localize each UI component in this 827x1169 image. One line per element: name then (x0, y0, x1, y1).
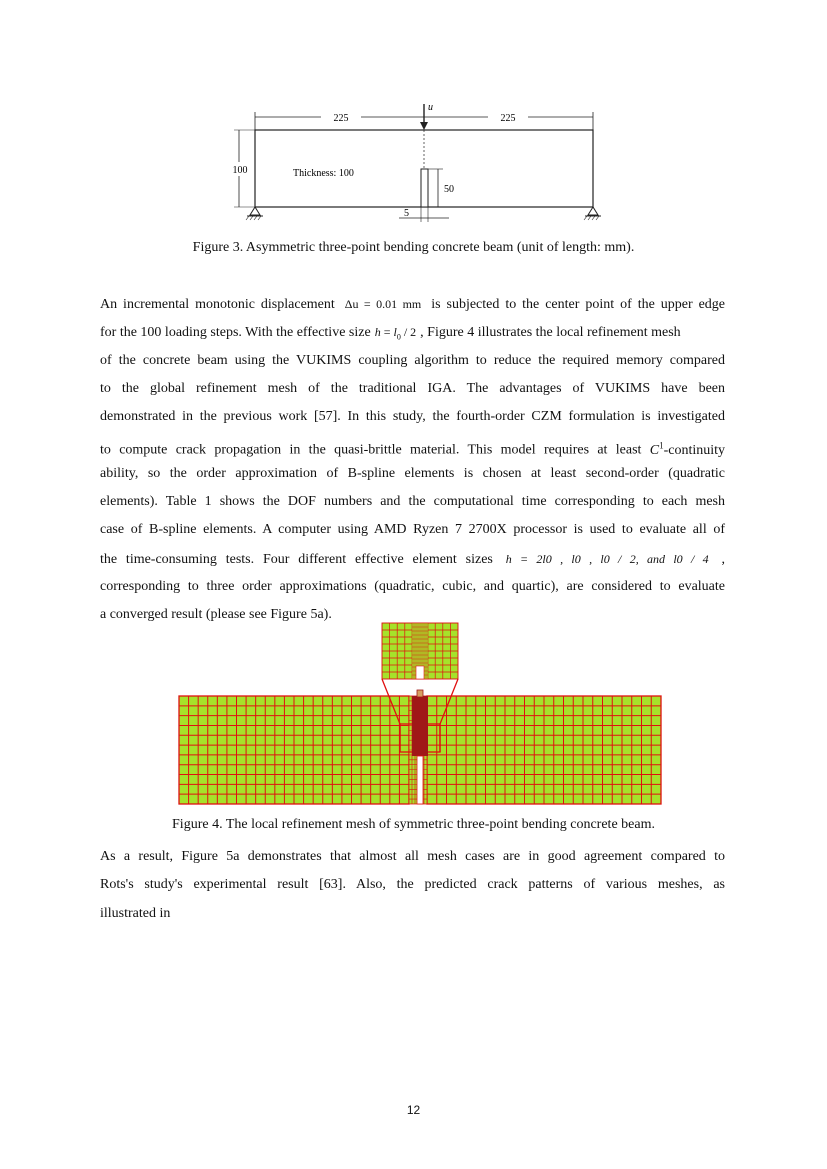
para1-line-11: corresponding to three order approximations (quadratic, cubic, and quartic), are considered to evaluate (100, 578, 725, 594)
zoom-inset-mesh (382, 623, 458, 679)
dim-left-225: 225 (333, 113, 349, 124)
notch (421, 169, 428, 207)
para1-line-2: for the 100 loading steps. With the effective size $h = l_0 / 2$ , Figure 4 illustrates the local refinement mesh (100, 325, 681, 342)
para1-line-8: elements). Table 1 shows the DOF numbers and the computational time corresponding to each mesh (100, 494, 725, 510)
para1-line-1: An incremental monotonic displacement Δu = 0.01 mm is subjected to the center point of the upper edge (100, 297, 726, 312)
para2-line-1: As a result, Figure 5a demonstrates that almost all mesh cases are in good agreement compared to (100, 849, 725, 864)
equation-h-size: $h = l_0 / 2$ (374, 325, 417, 342)
dim-height-100: 100 (232, 165, 248, 176)
thickness-label: Thickness: 100 (293, 168, 354, 179)
para1-line-5: demonstrated in the previous work [57]. In this study, the fourth-order CZM formulation is investigated (100, 409, 725, 425)
dim-right-225: 225 (500, 113, 516, 124)
paragraph-1 (100, 290, 725, 630)
para1-line-6: to compute crack propagation in the quasi-brittle material. This model requires at least $C^1$-continuity (100, 440, 725, 459)
dim-notch-width-5: 5 (404, 208, 409, 219)
para1-line-3: of the concrete beam using the VUKIMS coupling algorithm to reduce the required memory compared (100, 352, 725, 368)
para1-line-9: case of B-spline elements. A computer using AMD Ryzen 7 2700X processor is used to evaluate all of (100, 522, 725, 538)
para1-line-7: ability, so the order approximation of B-spline elements is chosen at least second-order (quadratic (100, 465, 725, 481)
figure-4-caption: Figure 4. The local refinement mesh of symmetric three-point bending concrete beam. (172, 817, 655, 832)
para2-line-3: illustrated in (100, 905, 171, 921)
para2-line-2: Rots's study's experimental result [63]. Also, the predicted crack patterns of various meshes, as (100, 877, 725, 893)
paragraph-2 (100, 843, 725, 928)
equation-delta-u: Δu = 0.01 mm (344, 297, 422, 311)
para1-line-10: the time-consuming tests. Four different effective element sizes h = 2l0 , l0 , l0 / 2, and l0 / 4 , (100, 551, 725, 567)
para1-line-4: to the global refinement mesh of the traditional IGA. The advantages of VUKIMS have been (100, 380, 725, 396)
equation-element-sizes: h = 2l0 , l0 , l0 / 2, and l0 / 4 (505, 551, 709, 566)
figure-4-mesh (176, 620, 692, 810)
load-label-u: u (428, 102, 433, 113)
right-support (584, 207, 601, 220)
dim-notch-depth-50: 50 (444, 184, 454, 195)
figure-3-caption: Figure 3. Asymmetric three-point bending concrete beam (unit of length: mm). (192, 240, 635, 255)
figure-3-beam-diagram (225, 100, 605, 228)
para1-line-12: a converged result (please see Figure 5a). (100, 607, 332, 623)
c1-continuity: $C^1$-continuity (649, 440, 725, 459)
left-support (246, 207, 263, 220)
page-number: 12 (406, 1103, 421, 1117)
